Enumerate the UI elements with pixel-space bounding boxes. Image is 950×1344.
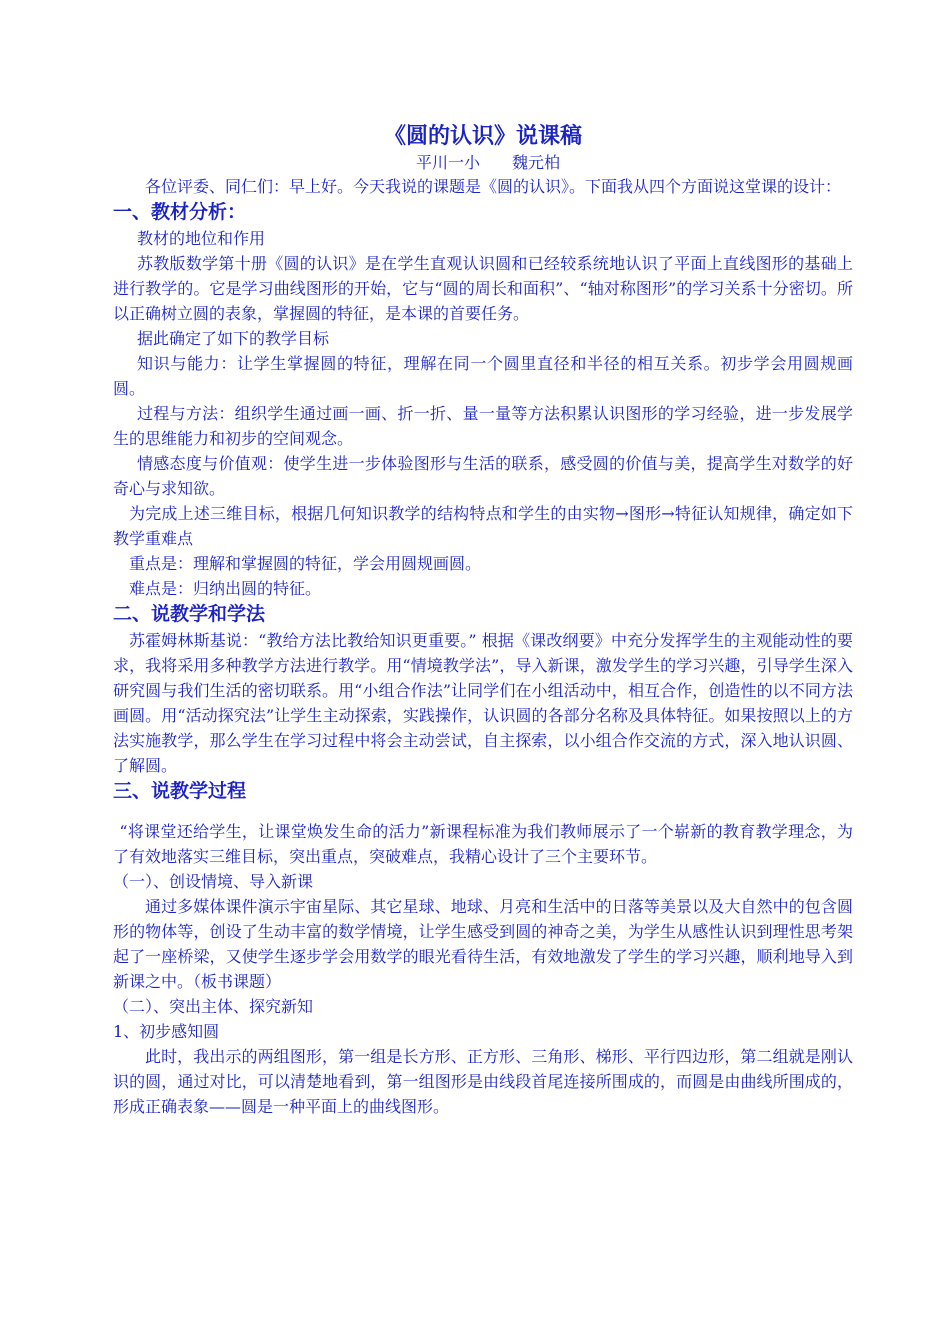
subheading-teaching-goals: 据此确定了如下的教学目标 xyxy=(137,329,330,348)
step-2-1-heading: 1、初步感知圆 xyxy=(113,1022,220,1041)
key-point: 重点是：理解和掌握圆的特征，学会用圆规画圆。 xyxy=(129,554,482,573)
section-heading-1: 一、教材分析： xyxy=(113,201,247,223)
intro-paragraph: 各位评委、同仁们：早上好。今天我说的课题是《圆的认识》。下面我从四个方面说这堂课的设计： xyxy=(145,177,842,196)
subheading-textbook-role: 教材的地位和作用 xyxy=(137,229,266,248)
paragraph-process-intro: “将课堂还给学生，让课堂焕发生命的活力”新课程标准为我们教师展示了一个崭新的教育教学理念，为了有效地落实三维目标，突出重点，突破难点，我精心设计了三个主要环节。 xyxy=(113,822,853,866)
paragraph-key-points-intro: 为完成上述三维目标，根据几何知识教学的结构特点和学生的由实物→图形→特征认知规律，确定如下教学重难点 xyxy=(113,504,853,548)
goal-emotion: 情感态度与价值观：使学生进一步体验图形与生活的联系，感受圆的价值与美，提高学生对数学的好奇心与求知欲。 xyxy=(113,454,853,498)
difficult-point: 难点是：归纳出圆的特征。 xyxy=(129,579,322,598)
paragraph-teaching-methods: 苏霍姆林斯基说：“教给方法比教给知识更重要。” 根据《课改纲要》中充分发挥学生的主观能动性的要求，我将采用多种教学方法进行教学。用“情境教学法”，导入新课，激发学生的学习兴趣，引导学生深入研究圆与我们生活的密切联系。用“小组合作法”让同学们在小组活动中，相互合作，创造性的以不同方法画圆。用“活动探究法”让学生主动探索，实践操作，认识圆的各部分名称及具体特征。如果按照以上的方法实施教学，那么学生在学习过程中将会主动尝试，自主探索，以小组合作交流的方式，深入地认识圆、了解圆。 xyxy=(113,631,853,775)
author-line: 平川一小 魏元柏 xyxy=(415,153,560,172)
section-heading-3: 三、说教学过程 xyxy=(113,780,247,802)
paragraph-textbook-analysis: 苏教版数学第十册《圆的认识》是在学生直观认识圆和已经较系统地认识了平面上直线图形的基础上进行教学的。它是学习曲线图形的开始，它与“圆的周长和面积”、“轴对称图形”的学习关系十分密切。所以正确树立圆的表象，掌握圆的特征，是本课的首要任务。 xyxy=(113,254,853,323)
step-1-heading: （一）、创设情境、导入新课 xyxy=(113,872,314,891)
goal-process: 过程与方法：组织学生通过画一画、折一折、量一量等方法积累认识图形的学习经验，进一步发展学生的思维能力和初步的空间观念。 xyxy=(113,404,853,448)
paragraph-step-1: 通过多媒体课件演示宇宙星际、其它星球、地球、月亮和生活中的日落等美景以及大自然中的包含圆形的物体等，创设了生动丰富的数学情境，让学生感受到圆的神奇之美，为学生从感性认识到理性思考架起了一座桥梁，又使学生逐步学会用数学的眼光看待生活，有效地激发了学生的学习兴趣，顺利地导入到新课之中。（板书课题） xyxy=(113,897,853,991)
spacer xyxy=(113,805,853,819)
document-page xyxy=(113,120,853,1119)
goal-knowledge: 知识与能力：让学生掌握圆的特征，理解在同一个圆里直径和半径的相互关系。初步学会用圆规画圆。 xyxy=(113,354,853,398)
step-2-heading: （二）、突出主体、探究新知 xyxy=(113,997,314,1016)
paragraph-step-2-1: 此时，我出示的两组图形，第一组是长方形、正方形、三角形、梯形、平行四边形，第二组就是刚认识的圆，通过对比，可以清楚地看到，第一组图形是由线段首尾连接所围成的，而圆是由曲线所围成的，形成正确表象——圆是一种平面上的曲线图形。 xyxy=(113,1047,853,1116)
section-heading-2: 二、说教学和学法 xyxy=(113,603,266,625)
document-title: 《圆的认识》说课稿 xyxy=(383,123,582,149)
